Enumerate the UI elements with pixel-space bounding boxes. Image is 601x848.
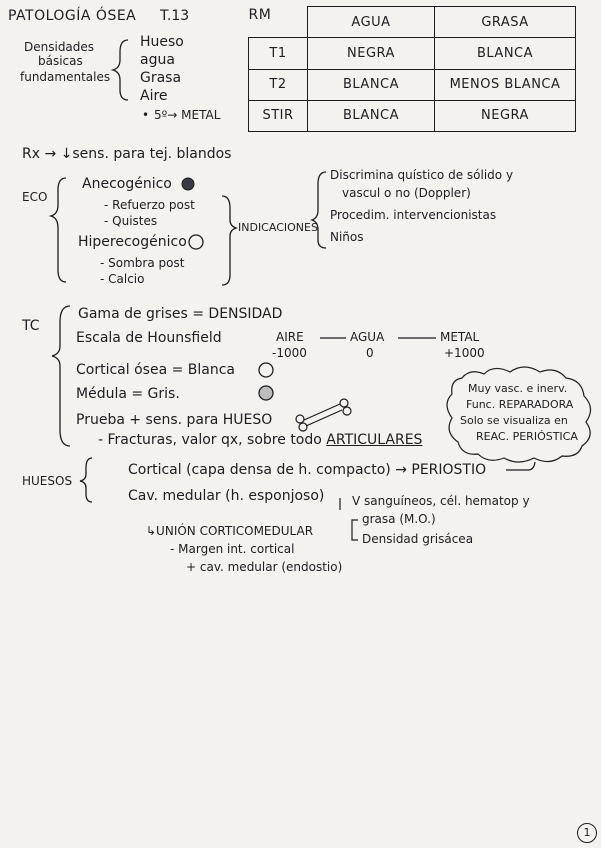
cloud-line: REAC. PERIÓSTICA <box>476 430 578 443</box>
huesos-margen: - Margen int. cortical <box>170 542 295 556</box>
huesos-cavidad: Cav. medular (h. esponjoso) <box>128 488 325 504</box>
huesos-vasos: V sanguíneos, cél. hematop y <box>352 494 530 508</box>
indicacion-item: Niños <box>330 230 364 244</box>
rx-line: Rx → ↓sens. para tej. blandos <box>22 146 232 162</box>
indicaciones-brace <box>222 196 236 285</box>
hu-metal-value: +1000 <box>444 346 485 360</box>
rm-table <box>248 6 576 132</box>
huesos-brace <box>80 458 92 502</box>
table-row <box>249 38 576 69</box>
tc-prueba: Prueba + sens. para HUESO <box>76 412 273 428</box>
medula-grey-circle <box>259 386 273 400</box>
hu-metal: METAL <box>440 330 480 344</box>
rm-row-label: T1 <box>249 38 308 69</box>
rm-table-corner: RM <box>248 6 272 23</box>
rm-cell-grasa: NEGRA <box>435 100 576 131</box>
densidades-label-2: básicas <box>38 54 83 68</box>
tc-medula: Médula = Gris. <box>76 386 180 402</box>
tc-fracturas <box>98 432 422 448</box>
indicaciones-label: INDICACIONES <box>238 221 318 234</box>
huesos-cortical: Cortical (capa densa de h. compacto) → PERIOSTIO <box>128 462 487 478</box>
anecogenico-dot <box>182 178 194 190</box>
tc-escala: Escala de Hounsfield <box>76 330 222 346</box>
rm-row-label: STIR <box>249 100 308 131</box>
bone-icon <box>296 399 351 431</box>
huesos-label: HUESOS <box>22 474 73 488</box>
tc-label: TC <box>22 318 40 334</box>
rm-cell-agua: BLANCA <box>308 100 435 131</box>
tc-articulares: ARTICULARES <box>326 432 423 448</box>
eco-refuerzo: - Refuerzo post <box>104 198 195 212</box>
tc-gama: Gama de grises = DENSIDAD <box>78 306 283 322</box>
hiperecogenico-circle <box>189 235 203 249</box>
cloud-line: Muy vasc. e inerv. <box>468 382 568 395</box>
eco-brace <box>51 178 66 282</box>
page-title: PATOLOGÍA ÓSEA <box>8 8 137 24</box>
eco-sombra: - Sombra post <box>100 256 185 270</box>
eco-anecogenico: Anecogénico <box>82 176 172 192</box>
rm-row-label: T2 <box>249 69 308 100</box>
eco-quistes: - Quistes <box>104 214 158 228</box>
rm-cell-agua: BLANCA <box>308 69 435 100</box>
tc-fracturas-text: - Fracturas, valor qx, sobre todo <box>98 432 327 448</box>
table-row <box>249 69 576 100</box>
densidades-label-1: Densidades <box>24 40 95 54</box>
densidad-metal: 5º→ METAL <box>154 108 221 122</box>
hu-aire: AIRE <box>276 330 304 344</box>
densidad-bullet: • <box>142 108 150 122</box>
indicaciones-right-brace <box>312 172 326 248</box>
periostio-arrow <box>506 462 535 470</box>
rm-table-header-row <box>249 7 576 38</box>
densidad-aire: Aire <box>140 88 168 104</box>
cloud-line: Solo se visualiza en <box>460 414 568 427</box>
hu-agua-value: 0 <box>366 346 374 360</box>
cloud-line: Func. REPARADORA <box>466 398 574 411</box>
tc-cortical: Cortical ósea = Blanca <box>76 362 235 378</box>
eco-hiperecogenico: Hiperecogénico <box>78 234 187 250</box>
hu-aire-value: -1000 <box>272 346 307 360</box>
huesos-densidad: Densidad grisácea <box>362 532 474 546</box>
page-number: 1 <box>577 823 597 843</box>
indicacion-item: Discrimina quístico de sólido y <box>330 168 514 182</box>
huesos-union: ↳UNIÓN CORTICOMEDULAR <box>146 524 314 538</box>
rm-cell-grasa: BLANCA <box>435 38 576 69</box>
rm-header-agua: AGUA <box>308 7 435 38</box>
eco-label: ECO <box>22 190 48 204</box>
cortical-white-circle <box>259 363 273 377</box>
indicacion-item: Procedim. intervencionistas <box>330 208 497 222</box>
rm-header-grasa: GRASA <box>435 7 576 38</box>
rm-cell-agua: NEGRA <box>308 38 435 69</box>
hu-agua: AGUA <box>350 330 385 344</box>
densidad-grasa: Grasa <box>140 70 182 86</box>
eco-calcio: - Calcio <box>100 272 145 286</box>
densidades-label-3: fundamentales <box>20 70 111 84</box>
densidad-bracket <box>352 520 358 540</box>
densidad-hueso: Hueso <box>140 34 184 50</box>
huesos-grasa: grasa (M.O.) <box>362 512 436 526</box>
densidades-brace <box>113 40 128 100</box>
rm-cell-grasa: MENOS BLANCA <box>435 69 576 100</box>
table-row <box>249 100 576 131</box>
indicacion-item: vascul o no (Doppler) <box>342 186 471 200</box>
topic-number: T.13 <box>160 8 190 24</box>
huesos-cav-medular: + cav. medular (endostio) <box>186 560 343 574</box>
densidad-agua: agua <box>140 52 175 68</box>
tc-brace <box>52 306 70 446</box>
